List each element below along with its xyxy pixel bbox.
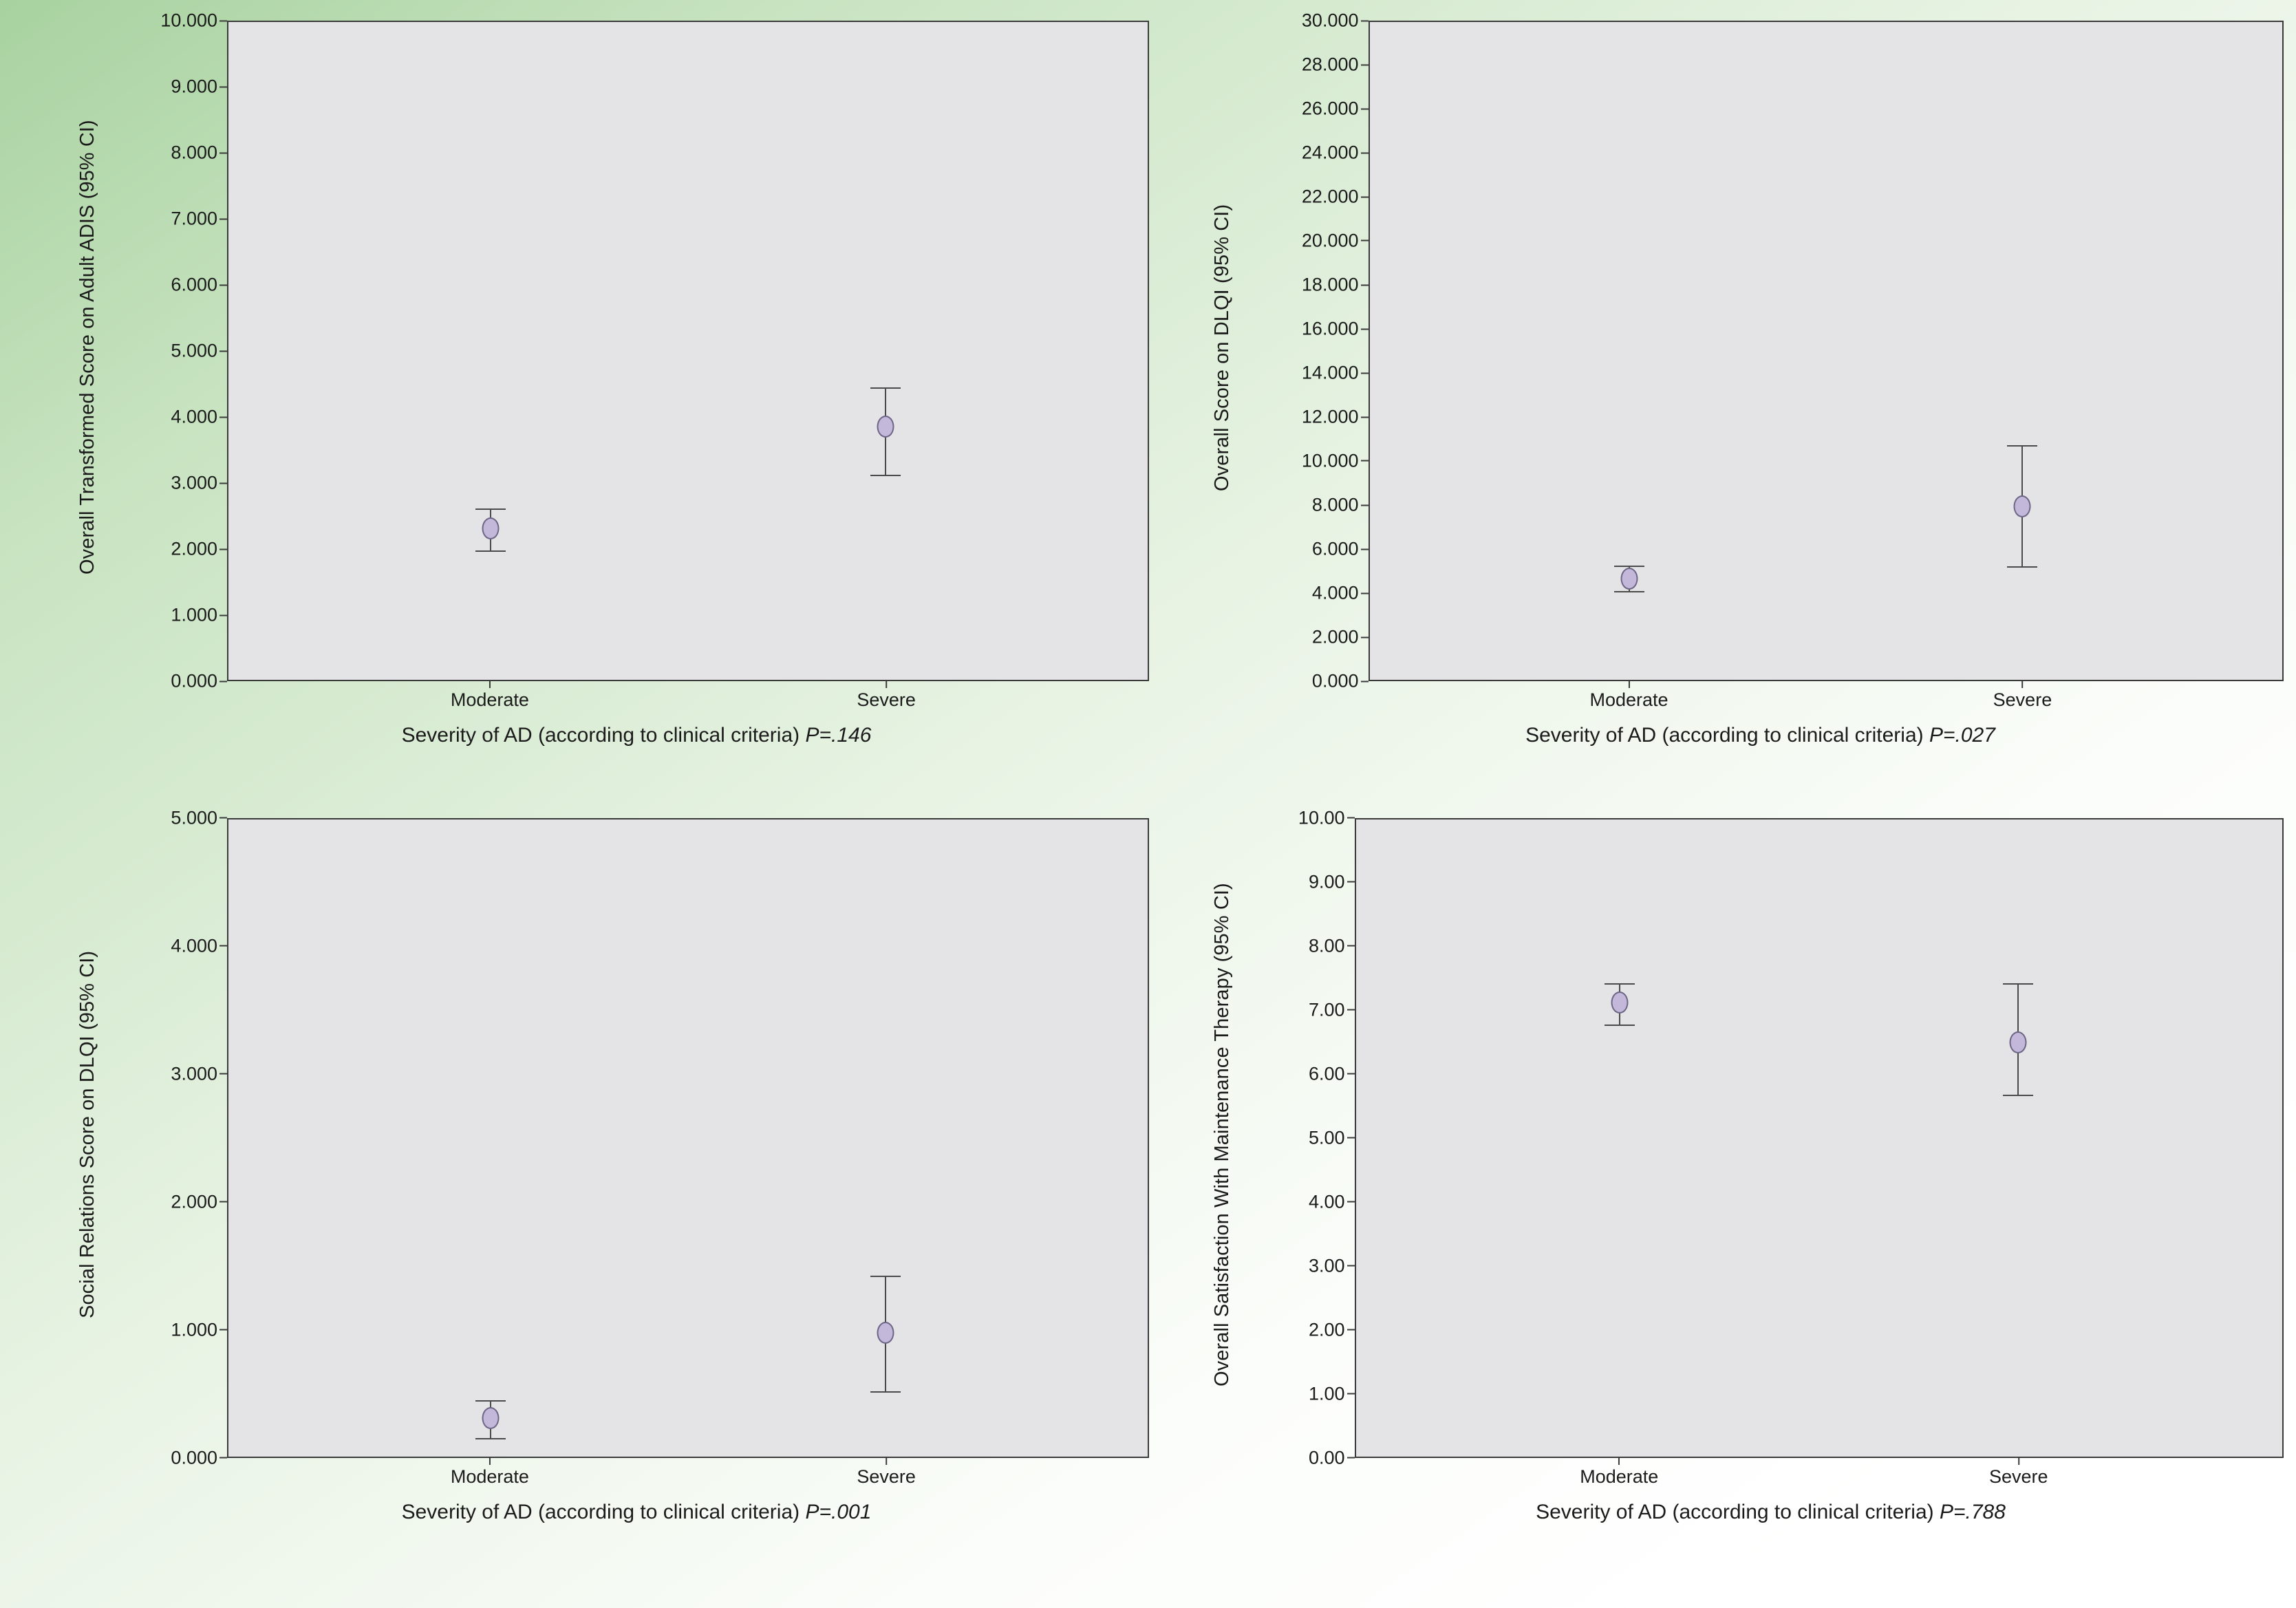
error-bar-cap-lower: [2003, 1095, 2033, 1096]
y-tick-label: 0.000: [171, 670, 217, 692]
y-tick-label: 18.000: [1301, 274, 1359, 295]
error-bar-cap-upper: [1605, 983, 1635, 985]
y-tick-label: 5.00: [1308, 1127, 1345, 1148]
y-tick-label: 7.00: [1308, 999, 1345, 1020]
plot-area-b: [1369, 21, 2284, 681]
y-tick-label: 26.000: [1301, 98, 1359, 119]
y-tick-label: 3.000: [171, 1063, 217, 1084]
chart-panel-b: [1148, 0, 2296, 804]
y-tick-label: 10.000: [1301, 450, 1359, 471]
x-axis-ticks-b: [1369, 681, 2284, 713]
x-axis-label-a: Severity of AD (according to clinical criteria): [401, 724, 800, 747]
data-point-marker: [1611, 991, 1629, 1014]
x-axis-title-b: [1238, 724, 2284, 747]
error-bar-cap-upper: [870, 1276, 901, 1277]
x-axis-ticks-c: [227, 1458, 1149, 1490]
y-tick-label: 28.000: [1301, 54, 1359, 75]
y-tick-label: 6.000: [1311, 538, 1359, 559]
y-tick-label: 22.000: [1301, 186, 1359, 207]
data-point-marker: [482, 1407, 499, 1429]
data-point-marker: [877, 1322, 894, 1344]
y-tick-label: 2.00: [1308, 1319, 1345, 1340]
x-axis-title-c: [124, 1501, 1149, 1524]
y-tick-label: 3.00: [1308, 1255, 1345, 1276]
data-point-marker: [1621, 568, 1638, 590]
y-tick-label: 1.00: [1308, 1383, 1345, 1404]
error-bar-cap-upper: [2007, 445, 2037, 447]
y-tick-label: 1.000: [171, 604, 217, 625]
y-tick-label: 4.00: [1308, 1191, 1345, 1212]
y-tick-label: 2.000: [1311, 626, 1359, 647]
y-tick-label: 30.000: [1301, 10, 1359, 31]
error-bar-cap-upper: [2003, 983, 2033, 985]
x-axis-label-d: Severity of AD (according to clinical criteria): [1536, 1500, 1934, 1523]
x-tick-label: Moderate: [450, 689, 529, 710]
y-tick-label: 9.00: [1308, 871, 1345, 892]
y-tick-label: 4.000: [171, 935, 217, 956]
y-tick-label: 8.000: [171, 142, 217, 163]
x-axis-label-c: Severity of AD (according to clinical criteria): [401, 1500, 800, 1523]
data-point-marker: [2013, 495, 2030, 517]
y-axis-ticks-a: [124, 10, 227, 692]
y-axis-title-a: Overall Transformed Score on Adult ADIS (95% CI): [76, 120, 98, 575]
x-axis-title-d: [1258, 1501, 2284, 1524]
x-tick-label: Severe: [1988, 1466, 2048, 1487]
x-tick-label: Severe: [857, 689, 916, 710]
plot-area-d: [1355, 818, 2284, 1458]
error-bar-cap-lower: [1605, 1025, 1635, 1026]
y-tick-label: 10.000: [160, 10, 217, 31]
y-tick-label: 4.000: [1311, 582, 1359, 603]
y-axis-title-b: Overall Score on DLQI (95% CI): [1210, 204, 1233, 491]
chart-panel-a: [0, 0, 1148, 804]
y-tick-label: 0.000: [171, 1447, 217, 1468]
y-tick-label: 3.000: [171, 472, 217, 493]
x-tick-label: Severe: [1993, 689, 2052, 710]
y-tick-label: 4.000: [171, 406, 217, 427]
data-point-marker: [482, 517, 499, 539]
x-tick-label: Moderate: [1589, 689, 1669, 710]
chart-panel-d: [1148, 804, 2296, 1608]
y-axis-ticks-d: [1258, 807, 1355, 1468]
y-tick-label: 5.000: [171, 807, 217, 828]
y-tick-label: 6.000: [171, 274, 217, 295]
error-bar-cap-lower: [475, 1438, 506, 1439]
y-tick-label: 7.000: [171, 208, 217, 229]
y-tick-label: 6.00: [1308, 1063, 1345, 1084]
y-tick-label: 0.00: [1308, 1447, 1345, 1468]
error-bar-cap-lower: [870, 1391, 901, 1393]
error-bar-cap-upper: [870, 387, 901, 389]
y-tick-label: 1.000: [171, 1319, 217, 1340]
y-tick-label: 0.000: [1311, 670, 1359, 692]
plot-area-a: [227, 21, 1149, 681]
x-axis-label-b: Severity of AD (according to clinical criteria): [1525, 724, 1924, 747]
error-bar-cap-lower: [2007, 566, 2037, 568]
y-axis-title-c: Social Relations Score on DLQI (95% CI): [76, 950, 98, 1318]
y-tick-label: 8.000: [1311, 494, 1359, 515]
error-bar-cap-lower: [475, 550, 506, 552]
y-tick-label: 16.000: [1301, 318, 1359, 339]
y-tick-label: 10.00: [1298, 807, 1345, 828]
error-bar-cap-lower: [870, 475, 901, 476]
y-tick-label: 14.000: [1301, 362, 1359, 383]
p-value-a: P=.146: [805, 724, 872, 747]
y-tick-label: 12.000: [1301, 406, 1359, 427]
x-axis-ticks-a: [227, 681, 1149, 713]
x-tick-label: Moderate: [450, 1466, 529, 1487]
error-bar-cap-upper: [1614, 566, 1644, 567]
y-tick-label: 24.000: [1301, 142, 1359, 163]
chart-panel-c: [0, 804, 1148, 1608]
x-tick-label: Moderate: [1580, 1466, 1659, 1487]
data-point-marker: [877, 416, 894, 438]
y-tick-label: 9.000: [171, 76, 217, 97]
p-value-c: P=.001: [805, 1500, 872, 1523]
p-value-b: P=.027: [1929, 724, 1995, 747]
y-axis-title-d: Overall Satisfaction With Maintenance Therapy (95% CI): [1210, 882, 1233, 1386]
y-tick-label: 20.000: [1301, 230, 1359, 251]
x-tick-label: Severe: [857, 1466, 916, 1487]
x-axis-title-a: [124, 724, 1149, 747]
y-tick-label: 2.000: [171, 538, 217, 559]
x-axis-ticks-d: [1355, 1458, 2284, 1490]
y-tick-label: 5.000: [171, 340, 217, 361]
error-bar-cap-upper: [475, 1400, 506, 1402]
y-tick-label: 2.000: [171, 1191, 217, 1212]
p-value-d: P=.788: [1939, 1500, 2006, 1523]
y-tick-label: 8.00: [1308, 935, 1345, 956]
error-bar-cap-lower: [1614, 591, 1644, 592]
plot-area-c: [227, 818, 1149, 1458]
y-axis-ticks-c: [124, 807, 227, 1468]
data-point-marker: [2009, 1031, 2026, 1053]
error-bar-cap-upper: [475, 508, 506, 510]
y-axis-ticks-b: [1238, 10, 1369, 692]
